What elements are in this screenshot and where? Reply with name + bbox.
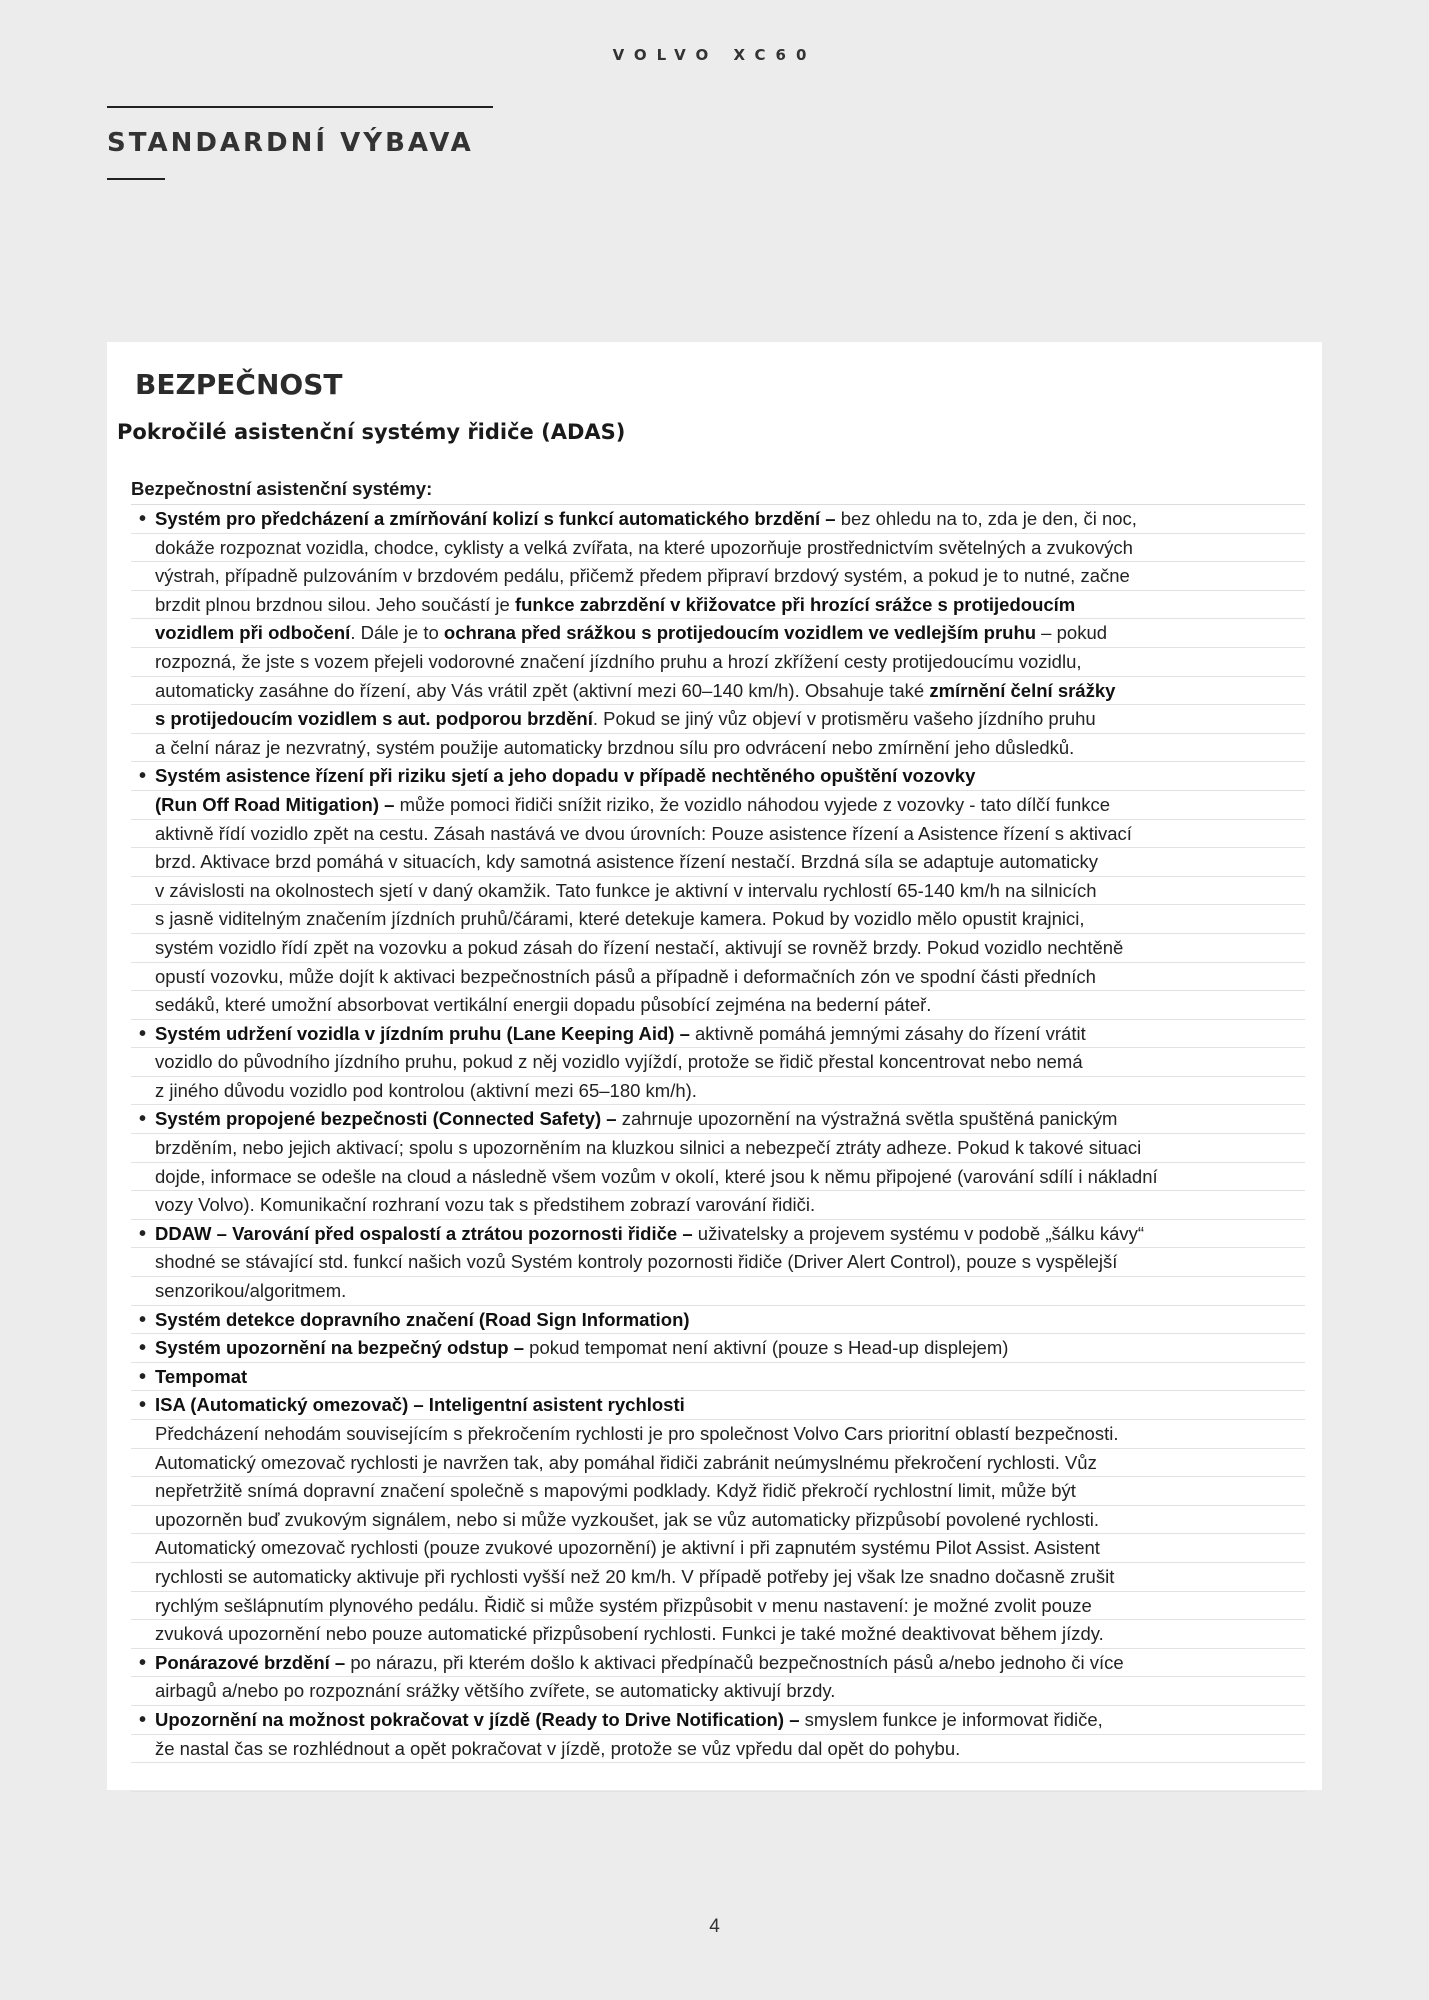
brand-title: VOLVO XC60 [612, 46, 817, 64]
list-text-line [131, 1163, 1305, 1192]
body-text: upozorněn buď zvukovým signálem, nebo si může vyzkoušet, jak se vůz automaticky přizpůsobí povolené rychlosti. [155, 1508, 1100, 1530]
body-text: že nastal čas se rozhlédnout a opět pokračovat v jízdě, protože se vůz vpředu dal opět do pohybu. [155, 1737, 961, 1759]
list-text-line [131, 1592, 1305, 1621]
bold-text: s protijedoucím vozidlem s aut. podporou brzdění [155, 708, 593, 730]
list-text-line [131, 791, 1305, 820]
body-text: dokáže rozpoznat vozidla, chodce, cyklisty a velká zvířata, na které upozorňuje prostřednictvím světelných a zvukových [155, 536, 1133, 558]
bold-text: Tempomat [155, 1365, 248, 1387]
body-text: senzorikou/algoritmem. [155, 1280, 347, 1302]
body-text: s jasně viditelným značením jízdních pruhů/čárami, které detekuje kamera. Pokud by vozidlo mělo opustit krajnici, [155, 908, 1085, 930]
list-text-line [131, 1534, 1305, 1563]
body-text: rychlosti se automaticky aktivuje při rychlosti vyšší než 20 km/h. V případě potřeby jej však lze snadno dočasně zrušit [155, 1565, 1115, 1587]
list-text-line [131, 1248, 1305, 1277]
list-text-line [131, 1563, 1305, 1592]
bullet-item-line [131, 1363, 1305, 1392]
bold-text: Upozornění na možnost pokračovat v jízdě (Ready to Drive Notification) – [155, 1708, 800, 1730]
bold-text: Systém pro předcházení a zmírňování kolizí s funkcí automatického brzdění – [155, 508, 836, 529]
list-text-line [131, 677, 1305, 706]
list-text-line [131, 648, 1305, 677]
bold-text: Systém asistence řízení při riziku sjetí a jeho dopadu v případě nechtěného opuštění vozovky [155, 765, 976, 787]
body-text: Automatický omezovač rychlosti (pouze zvukové upozornění) je aktivní i při zapnutém systému Pilot Assist. Asistent [155, 1537, 1100, 1559]
body-text: zahrnuje upozornění na výstražná světla spuštěná panickým [616, 1108, 1118, 1130]
body-text: vozidlo do původního jízdního pruhu, pokud z něj vozidlo vyjíždí, protože se řidič přestal koncentrovat nebo nemá [155, 1051, 1083, 1073]
feature-list [131, 474, 1305, 1792]
list-text-line [131, 1735, 1305, 1764]
body-text: Předcházení nehodám souvisejícím s překročením rychlosti je pro společnost Volvo Cars prioritní oblastí bezpečnosti. [155, 1423, 1119, 1444]
body-text: zvuková upozornění nebo pouze automatické přizpůsobení rychlosti. Funkci je také možné deaktivovat během jízdy. [155, 1623, 1104, 1645]
body-text: v závislosti na okolnostech sjetí v daný okamžik. Tato funkce je aktivní v intervalu rychlostí 65-140 km/h na silnicích [155, 879, 1097, 901]
bullet-item-line [131, 1020, 1305, 1049]
top-rule [107, 106, 493, 108]
bold-text: zmírnění čelní srážky [929, 679, 1116, 701]
body-text: smyslem funkce je informovat řidiče, [799, 1708, 1103, 1730]
body-text: může pomoci řidiči snížit riziko, že vozidlo náhodou vyjede z vozovky - tato dílčí funkce [394, 793, 1111, 815]
bold-text: Ponárazové brzdění – [155, 1651, 346, 1673]
body-text: z jiného důvodu vozidlo pod kontrolou (aktivní mezi 65–180 km/h). [155, 1079, 697, 1101]
list-text-line [131, 1477, 1305, 1506]
bullet-item-line [131, 505, 1305, 534]
list-text-line [131, 705, 1305, 734]
bold-text: ISA (Automatický omezovač) – Inteligentní asistent rychlosti [155, 1394, 685, 1416]
list-text-line [131, 905, 1305, 934]
page-number: 4 [709, 1916, 720, 1937]
body-text: – pokud [1036, 622, 1108, 644]
list-text-line [131, 1420, 1305, 1449]
bold-text: ochrana před srážkou s protijedoucím vozidlem ve vedlejším pruhu [443, 622, 1037, 644]
body-text: uživatelsky a projevem systému v podobě „šálku kávy“ [692, 1222, 1145, 1244]
list-text-line [131, 534, 1305, 563]
body-text: shodné se stávající std. funkcí našich vozů Systém kontroly pozornosti řidiče (Driver Alert Control), pouze s vyspělejší [155, 1251, 1118, 1273]
list-text-line [131, 1506, 1305, 1535]
list-text-line [131, 934, 1305, 963]
bullet-item-line [131, 1334, 1305, 1363]
body-text: aktivně pomáhá jemnými zásahy do řízení vrátit [689, 1022, 1086, 1044]
card-heading: BEZPEČNOST [135, 368, 343, 401]
list-text-line [131, 1134, 1305, 1163]
bullet-item-line [131, 1391, 1305, 1420]
list-text-line [131, 1048, 1305, 1077]
bold-text: Systém upozornění na bezpečný odstup – [155, 1337, 525, 1359]
bullet-item-line [131, 1706, 1305, 1735]
list-text-line [131, 1620, 1305, 1649]
bullet-item-line [131, 1649, 1305, 1678]
section-title: STANDARDNÍ VÝBAVA [107, 128, 474, 158]
body-text: opustí vozovku, může dojít k aktivaci bezpečnostních pásů a případně i deformačních zón ve spodní části předních [155, 965, 1096, 987]
body-text: brzdit plnou brzdnou silou. Jeho součástí je [155, 593, 515, 615]
list-text-line [131, 1449, 1305, 1478]
bold-text: (Run Off Road Mitigation) – [155, 793, 395, 815]
card-subheading: Pokročilé asistenční systémy řidiče (ADAS) [117, 420, 626, 444]
list-text-line [131, 619, 1305, 648]
bullet-item-line [131, 1306, 1305, 1335]
bold-text: Systém detekce dopravního značení (Road Sign Information) [155, 1308, 690, 1330]
body-text: brzd. Aktivace brzd pomáhá v situacích, kdy samotná asistence řízení nestačí. Brzdná síla se adaptuje automaticky [155, 851, 1098, 873]
list-text-line [131, 848, 1305, 877]
body-text: . Pokud se jiný vůz objeví v protisměru vašeho jízdního pruhu [592, 708, 1096, 730]
body-text: brzděním, nebo jejich aktivací; spolu s upozorněním na kluzkou silnici a nebezpečí ztráty adheze. Pokud k takové situaci [155, 1137, 1142, 1159]
body-text: rozpozná, že jste s vozem přejeli vodorovné značení jízdního pruhu a hrozí zkřížení cesty protijedoucímu vozidlu, [155, 650, 1082, 672]
body-text: sedáků, které umožní absorbovat vertikální energii dopadu působící zejména na bederní páteř. [155, 994, 932, 1016]
body-text: pokud tempomat není aktivní (pouze s Head-up displejem) [524, 1337, 1009, 1359]
bullet-item-line [131, 762, 1305, 791]
body-text: vozy Volvo). Komunikační rozhraní vozu tak s předstihem zobrazí varování řidiči. [155, 1194, 816, 1216]
body-text: nepřetržitě snímá dopravní značení společně s mapovými podklady. Když řidič překročí rychlostní limit, může být [155, 1480, 1076, 1502]
body-text: bez ohledu na to, zda je den, či noc, [835, 508, 1137, 529]
body-text: Automatický omezovač rychlosti je navržen tak, aby pomáhal řidiči zabránit neúmyslnému překročení rychlosti. Vůz [155, 1451, 1097, 1473]
list-text-line [131, 591, 1305, 620]
bullet-item-line [131, 1105, 1305, 1134]
list-text-line [131, 562, 1305, 591]
list-text-line [131, 1077, 1305, 1106]
body-text: . Dále je to [350, 622, 444, 644]
bold-text: funkce zabrzdění v křižovatce při hrozící srážce s protijedoucím [514, 593, 1076, 615]
list-end-line [131, 1763, 1305, 1792]
list-text-line [131, 1677, 1305, 1706]
bold-text: vozidlem při odbočení [155, 622, 351, 644]
group-label: Bezpečnostní asistenční systémy: [131, 474, 1305, 505]
body-text: systém vozidlo řídí zpět na vozovku a pokud zásah do řízení nestačí, aktivují se rovněž brzdy. Pokud vozidlo nechtěně [155, 936, 1124, 958]
body-text: aktivně řídí vozidlo zpět na cestu. Zásah nastává ve dvou úrovních: Pouze asistence řízení a Asistence řízení s aktivací [155, 822, 1132, 844]
bold-text: Systém udržení vozidla v jízdním pruhu (Lane Keeping Aid) – [155, 1022, 690, 1044]
body-text: po nárazu, při kterém došlo k aktivaci předpínačů bezpečnostních pásů a/nebo jednoho či více [345, 1651, 1124, 1673]
list-text-line [131, 734, 1305, 763]
body-text: rychlým sešlápnutím plynového pedálu. Řidič si může systém přizpůsobit v menu nastavení: je možné zvolit pouze [155, 1594, 1092, 1616]
list-text-line [131, 820, 1305, 849]
body-text: airbagů a/nebo po rozpoznání srážky většího zvířete, se automaticky aktivují brzdy. [155, 1680, 836, 1702]
bold-text: Systém propojené bezpečnosti (Connected Safety) – [155, 1108, 617, 1130]
body-text: výstrah, případně pulzováním v brzdovém pedálu, přičemž předem připraví brzdový systém, a pokud je to nutné, začne [155, 565, 1130, 587]
body-text: automaticky zasáhne do řízení, aby Vás vrátil zpět (aktivní mezi 60–140 km/h). Obsahuje také [155, 679, 930, 701]
bold-text: DDAW – Varování před ospalostí a ztrátou pozornosti řidiče – [155, 1222, 693, 1244]
list-text-line [131, 877, 1305, 906]
content-card [107, 342, 1322, 1790]
body-text: a čelní náraz je nezvratný, systém použije automaticky brzdnou sílu pro odvrácení nebo zmírnění jeho důsledků. [155, 736, 1075, 758]
bullet-item-line [131, 1220, 1305, 1249]
list-text-line [131, 991, 1305, 1020]
list-text-line [131, 1277, 1305, 1306]
section-underline [107, 178, 165, 180]
body-text: dojde, informace se odešle na cloud a následně všem vozům v okolí, které jsou k němu připojené (varování sdílí i nákladní [155, 1165, 1158, 1187]
list-text-line [131, 1191, 1305, 1220]
list-text-line [131, 963, 1305, 992]
